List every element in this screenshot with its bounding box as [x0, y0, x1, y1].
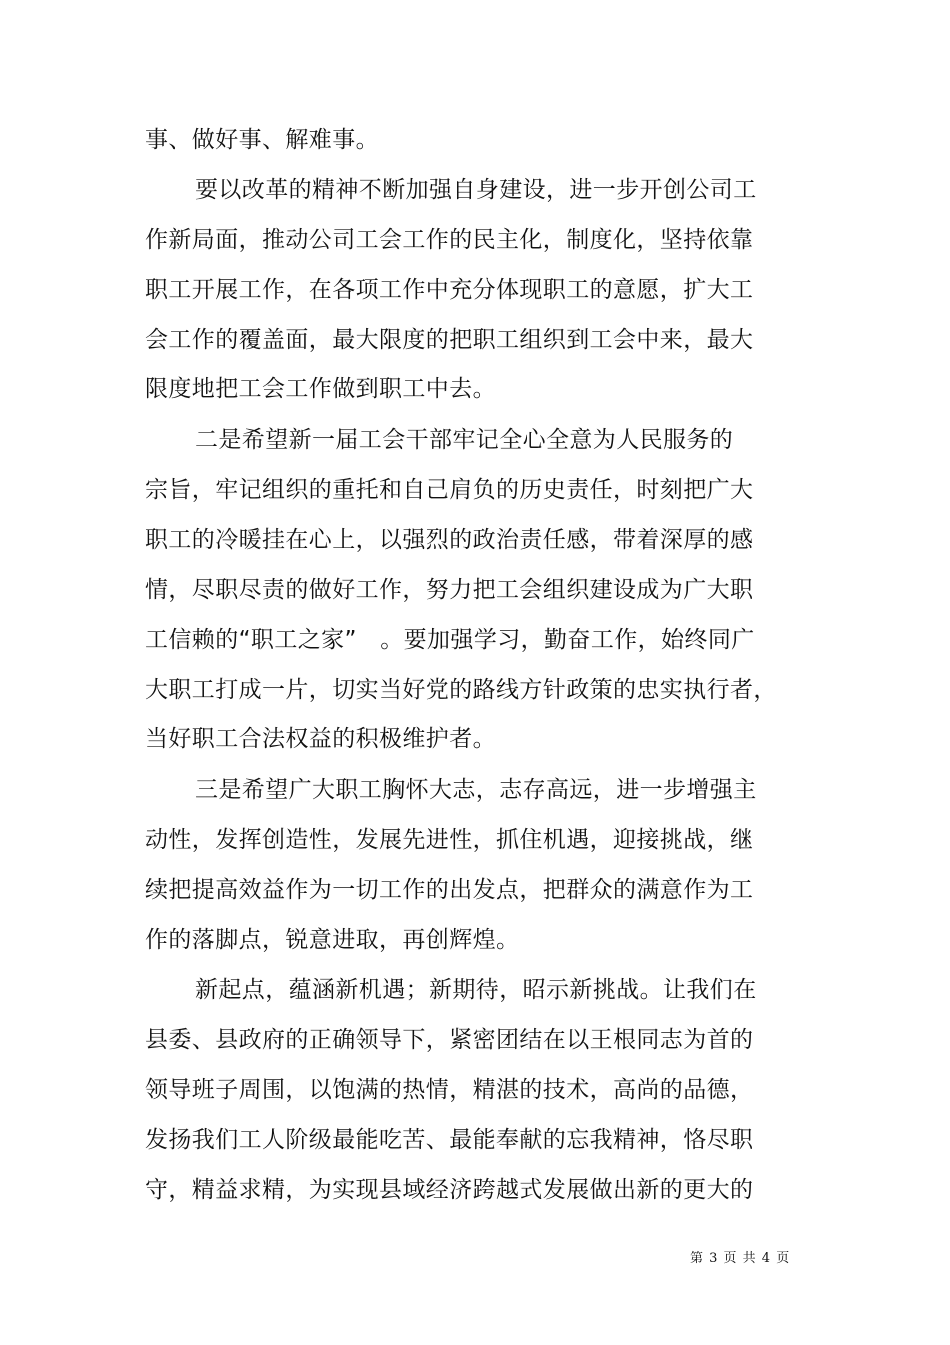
paragraph-start-line: 二是希望新一届工会干部牢记全心全意为人民服务的 [195, 427, 734, 453]
text-line: 事、做好事、解难事。 [145, 127, 379, 153]
paragraph-start-line: 要以改革的精神不断加强自身建设，进一步开创公司工 [195, 177, 757, 203]
text-line: 职工的冷暖挂在心上，以强烈的政治责任感，带着深厚的感 [145, 527, 754, 553]
page-number: 第 3 页 共 4 页 [690, 1251, 791, 1266]
text-line: 领导班子周围，以饱满的热情，精湛的技术，高尚的品德， [145, 1077, 754, 1103]
text-line: 宗旨，牢记组织的重托和自己肩负的历史责任，时刻把广大 [145, 477, 754, 503]
text-line: 限度地把工会工作做到职工中去。 [145, 376, 496, 402]
text-line: 工信赖的“职工之家” 。要加强学习，勤奋工作，始终同广 [145, 627, 755, 653]
text-line: 会工作的覆盖面，最大限度的把职工组织到工会中来，最大 [145, 327, 754, 353]
text-line: 职工开展工作，在各项工作中充分体现职工的意愿，扩大工 [145, 277, 754, 303]
text-line: 作新局面，推动公司工会工作的民主化，制度化，坚持依靠 [145, 227, 754, 253]
paragraph-start-line: 三是希望广大职工胸怀大志，志存高远，进一步增强主 [195, 777, 757, 803]
text-line: 情，尽职尽责的做好工作，努力把工会组织建设成为广大职 [145, 577, 754, 603]
text-line: 当好职工合法权益的积极维护者。 [145, 726, 496, 752]
text-line: 守，精益求精，为实现县域经济跨越式发展做出新的更大的 [145, 1177, 754, 1203]
text-line: 动性，发挥创造性，发展先进性，抓住机遇，迎接挑战，继 [145, 827, 754, 853]
text-line: 县委、县政府的正确领导下，紧密团结在以王根同志为首的 [145, 1027, 754, 1053]
paragraph-start-line: 新起点，蕴涵新机遇；新期待，昭示新挑战。让我们在 [195, 977, 757, 1003]
text-line: 作的落脚点，锐意进取，再创辉煌。 [145, 927, 520, 953]
text-line: 发扬我们工人阶级最能吃苦、最能奉献的忘我精神，恪尽职 [145, 1127, 754, 1153]
text-line: 续把提高效益作为一切工作的出发点，把群众的满意作为工 [145, 877, 754, 903]
text-line: 大职工打成一片，切实当好党的路线方针政策的忠实执行者， [145, 677, 777, 703]
